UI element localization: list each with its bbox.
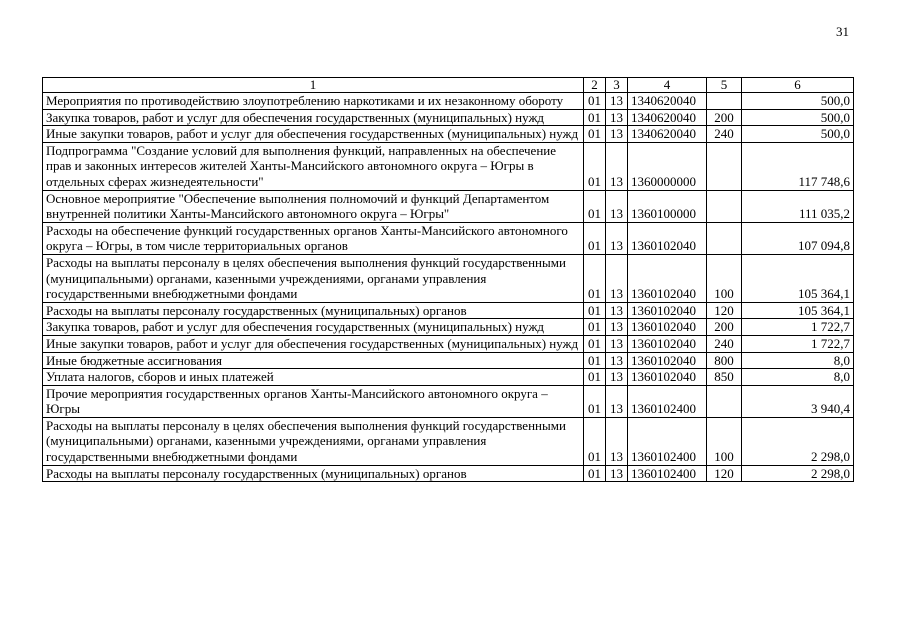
row-expense-type-cell: 200 [707, 319, 742, 336]
row-name-cell: Расходы на обеспечение функций государственных органов Ханты-Мансийского автономного округа – Югры, в том числе территориальных органов [43, 222, 584, 254]
table-row [43, 417, 854, 465]
row-subsection-cell: 13 [606, 417, 628, 465]
row-amount-cell: 500,0 [742, 109, 854, 126]
row-amount-cell: 2 298,0 [742, 465, 854, 482]
page-number: 31 [836, 24, 849, 39]
row-target-code-cell: 1360102040 [628, 302, 707, 319]
row-chapter-cell: 01 [584, 93, 606, 110]
row-chapter-cell: 01 [584, 126, 606, 143]
row-subsection-cell: 13 [606, 93, 628, 110]
row-subsection-cell: 13 [606, 222, 628, 254]
row-name-cell: Закупка товаров, работ и услуг для обеспечения государственных (муниципальных) нужд [43, 319, 584, 336]
header-col-2: 2 [584, 78, 606, 93]
row-expense-type-cell [707, 190, 742, 222]
table-row [43, 190, 854, 222]
row-target-code-cell: 1340620040 [628, 126, 707, 143]
table-row [43, 385, 854, 417]
row-amount-cell: 2 298,0 [742, 417, 854, 465]
row-chapter-cell: 01 [584, 109, 606, 126]
header-col-3: 3 [606, 78, 628, 93]
row-expense-type-cell: 800 [707, 352, 742, 369]
row-subsection-cell: 13 [606, 142, 628, 190]
budget-table [42, 77, 854, 482]
row-chapter-cell: 01 [584, 352, 606, 369]
table-row [43, 109, 854, 126]
row-subsection-cell: 13 [606, 369, 628, 386]
row-subsection-cell: 13 [606, 254, 628, 302]
row-expense-type-cell [707, 222, 742, 254]
header-col-5: 5 [707, 78, 742, 93]
row-amount-cell: 3 940,4 [742, 385, 854, 417]
row-expense-type-cell [707, 385, 742, 417]
row-name-cell: Основное мероприятие "Обеспечение выполнения полномочий и функций Департаментом внутренней политики Ханты-Мансийского автономного округа – Югры" [43, 190, 584, 222]
row-target-code-cell: 1360102400 [628, 465, 707, 482]
row-amount-cell: 117 748,6 [742, 142, 854, 190]
row-target-code-cell: 1340620040 [628, 109, 707, 126]
row-amount-cell: 1 722,7 [742, 319, 854, 336]
row-chapter-cell: 01 [584, 222, 606, 254]
row-target-code-cell: 1360102400 [628, 385, 707, 417]
row-target-code-cell: 1360102040 [628, 222, 707, 254]
row-chapter-cell: 01 [584, 385, 606, 417]
row-name-cell: Прочие мероприятия государственных органов Ханты-Мансийского автономного округа – Югры [43, 385, 584, 417]
table-row [43, 222, 854, 254]
row-chapter-cell: 01 [584, 319, 606, 336]
row-name-cell: Иные закупки товаров, работ и услуг для обеспечения государственных (муниципальных) нужд [43, 335, 584, 352]
row-amount-cell: 1 722,7 [742, 335, 854, 352]
row-target-code-cell: 1340620040 [628, 93, 707, 110]
table-row [43, 369, 854, 386]
header-col-1: 1 [43, 78, 584, 93]
row-name-cell: Иные закупки товаров, работ и услуг для обеспечения государственных (муниципальных) нужд [43, 126, 584, 143]
row-target-code-cell: 1360102040 [628, 319, 707, 336]
row-chapter-cell: 01 [584, 335, 606, 352]
row-name-cell: Иные бюджетные ассигнования [43, 352, 584, 369]
row-target-code-cell: 1360000000 [628, 142, 707, 190]
table-body [43, 93, 854, 482]
row-name-cell: Уплата налогов, сборов и иных платежей [43, 369, 584, 386]
row-chapter-cell: 01 [584, 302, 606, 319]
row-subsection-cell: 13 [606, 335, 628, 352]
table-row [43, 319, 854, 336]
row-chapter-cell: 01 [584, 142, 606, 190]
row-expense-type-cell: 200 [707, 109, 742, 126]
row-target-code-cell: 1360102040 [628, 254, 707, 302]
row-expense-type-cell: 120 [707, 465, 742, 482]
row-target-code-cell: 1360102040 [628, 335, 707, 352]
row-expense-type-cell: 100 [707, 417, 742, 465]
row-expense-type-cell: 100 [707, 254, 742, 302]
row-expense-type-cell: 240 [707, 126, 742, 143]
row-target-code-cell: 1360100000 [628, 190, 707, 222]
table-header [43, 78, 854, 93]
header-col-6: 6 [742, 78, 854, 93]
row-chapter-cell: 01 [584, 417, 606, 465]
row-name-cell: Расходы на выплаты персоналу государственных (муниципальных) органов [43, 302, 584, 319]
row-target-code-cell: 1360102040 [628, 369, 707, 386]
row-subsection-cell: 13 [606, 352, 628, 369]
row-name-cell: Расходы на выплаты персоналу государственных (муниципальных) органов [43, 465, 584, 482]
row-expense-type-cell: 850 [707, 369, 742, 386]
header-row [43, 78, 854, 93]
row-subsection-cell: 13 [606, 465, 628, 482]
row-chapter-cell: 01 [584, 369, 606, 386]
row-subsection-cell: 13 [606, 319, 628, 336]
row-target-code-cell: 1360102400 [628, 417, 707, 465]
row-name-cell: Расходы на выплаты персоналу в целях обеспечения выполнения функций государственными (муниципальными) органами, казенными учреждениями, органами управления государственными внебюджетными фондами [43, 417, 584, 465]
row-amount-cell: 105 364,1 [742, 302, 854, 319]
row-expense-type-cell: 120 [707, 302, 742, 319]
table-row [43, 335, 854, 352]
header-col-4: 4 [628, 78, 707, 93]
row-expense-type-cell: 240 [707, 335, 742, 352]
row-chapter-cell: 01 [584, 190, 606, 222]
row-expense-type-cell [707, 93, 742, 110]
table-row [43, 93, 854, 110]
row-expense-type-cell [707, 142, 742, 190]
row-subsection-cell: 13 [606, 302, 628, 319]
row-subsection-cell: 13 [606, 190, 628, 222]
row-amount-cell: 111 035,2 [742, 190, 854, 222]
row-subsection-cell: 13 [606, 109, 628, 126]
row-name-cell: Мероприятия по противодействию злоупотреблению наркотиками и их незаконному обороту [43, 93, 584, 110]
row-chapter-cell: 01 [584, 254, 606, 302]
row-amount-cell: 8,0 [742, 369, 854, 386]
table-row [43, 465, 854, 482]
row-subsection-cell: 13 [606, 385, 628, 417]
table-row [43, 142, 854, 190]
table-row [43, 302, 854, 319]
table-row [43, 126, 854, 143]
row-target-code-cell: 1360102040 [628, 352, 707, 369]
row-subsection-cell: 13 [606, 126, 628, 143]
row-amount-cell: 500,0 [742, 126, 854, 143]
row-name-cell: Подпрограмма "Создание условий для выполнения функций, направленных на обеспечение прав и законных интересов жителей Ханты-Мансийского автономного округа – Югры в отдельных сферах жизнедеятельности" [43, 142, 584, 190]
row-chapter-cell: 01 [584, 465, 606, 482]
table-row [43, 352, 854, 369]
row-name-cell: Расходы на выплаты персоналу в целях обеспечения выполнения функций государственными (муниципальными) органами, казенными учреждениями, органами управления государственными внебюджетными фондами [43, 254, 584, 302]
row-amount-cell: 500,0 [742, 93, 854, 110]
row-amount-cell: 107 094,8 [742, 222, 854, 254]
row-name-cell: Закупка товаров, работ и услуг для обеспечения государственных (муниципальных) нужд [43, 109, 584, 126]
table-row [43, 254, 854, 302]
row-amount-cell: 8,0 [742, 352, 854, 369]
row-amount-cell: 105 364,1 [742, 254, 854, 302]
